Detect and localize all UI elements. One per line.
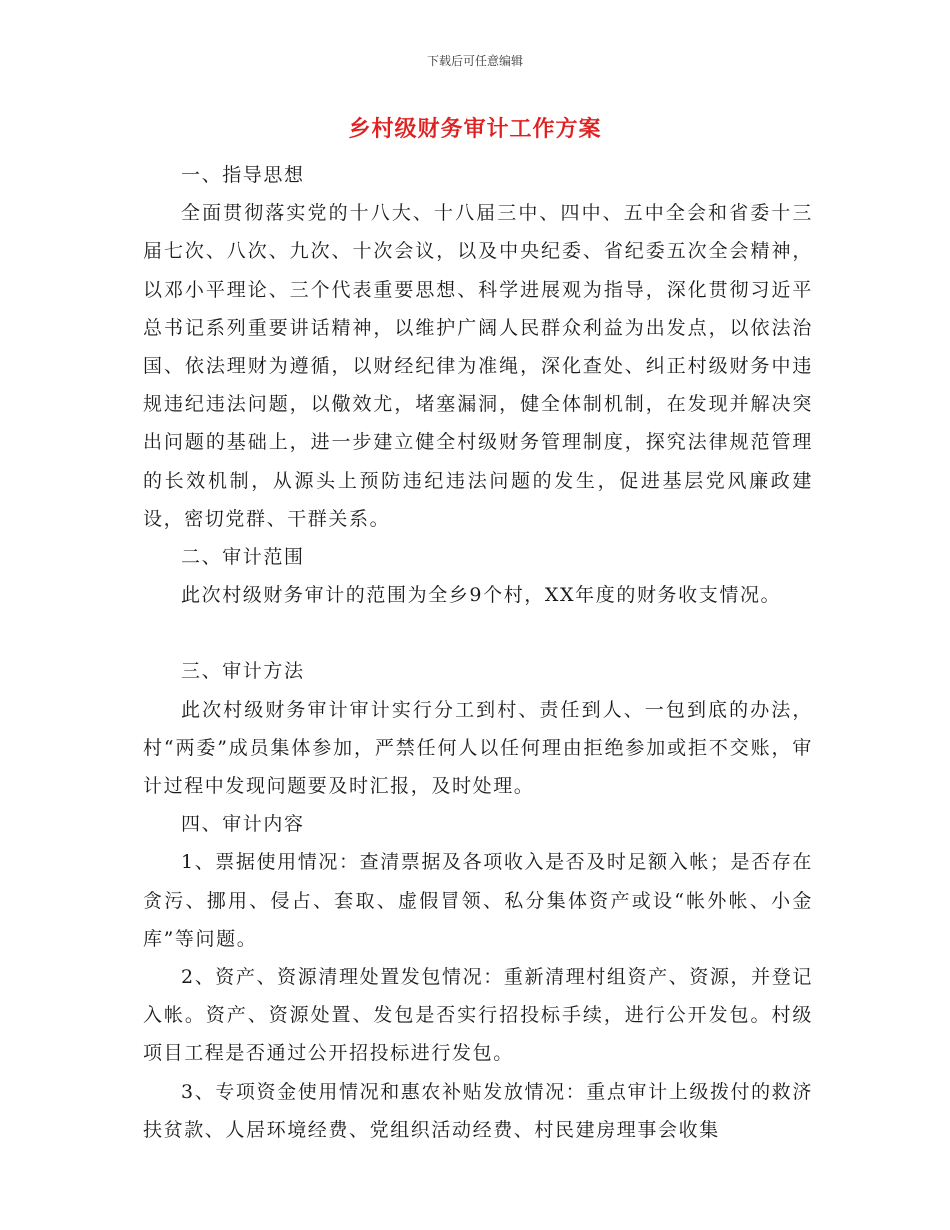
paragraph-audit-method: 此次村级财务审计审计实行分工到村、责任到人、一包到底的办法，村“两委”成员集体参加，严禁任何人以任何理由拒绝参加或拒不交账，审计过程中发现问题要及时汇报，及时处理。 xyxy=(143,698,813,798)
paragraph-audit-scope: 此次村级财务审计的范围为全乡9个村，XX年度的财务收支情况。 xyxy=(181,584,782,607)
document-title: 乡村级财务审计工作方案 xyxy=(348,117,602,142)
document-body xyxy=(143,156,813,1149)
paragraph-audit-item-1: 1、票据使用情况：查清票据及各项收入是否及时足额入帐；是否存在贪污、挪用、侵占、套取、虚假冒领、私分集体资产或设“帐外帐、小金库”等问题。 xyxy=(143,851,813,950)
paragraph-guiding-ideology: 全面贯彻落实党的十八大、十八届三中、四中、五中全会和省委十三届七次、八次、九次、十次会议，以及中央纪委、省纪委五次全会精神，以邓小平理论、三个代表重要思想、科学进展观为指导，深化贯彻习近平总书记系列重要讲话精神，以维护广阔人民群众利益为出发点，以依法治国、依法理财为遵循，以财经纪律为准绳，深化查处、纠正村级财务中违规违纪违法问题，以儆效尤，堵塞漏洞，健全体制机制，在发现并解决突出问题的基础上，进一步建立健全村级财务管理制度，探究法律规范管理的长效机制，从源头上预防违纪违法问题的发生，促进基层党风廉政建设，密切党群、干群关系。 xyxy=(143,202,813,530)
paragraph-audit-item-2: 2、资产、资源清理处置发包情况：重新清理村组资产、资源，并登记入帐。资产、资源处置、发包是否实行招投标手续，进行公开发包。村级项目工程是否通过公开招投标进行发包。 xyxy=(143,966,813,1065)
section-heading-audit-method: 三、审计方法 xyxy=(181,660,305,683)
paragraph-audit-item-3: 3、专项资金使用情况和惠农补贴发放情况：重点审计上级拨付的救济扶贫款、人居环境经费、党组织活动经费、村民建房理事会收集 xyxy=(143,1080,813,1141)
section-heading-audit-scope: 二、审计范围 xyxy=(181,546,305,569)
section-heading-audit-content: 四、审计内容 xyxy=(181,813,305,836)
section-heading-guiding-ideology: 一、指导思想 xyxy=(181,164,305,186)
download-note: 下载后可任意编辑 xyxy=(426,54,523,68)
